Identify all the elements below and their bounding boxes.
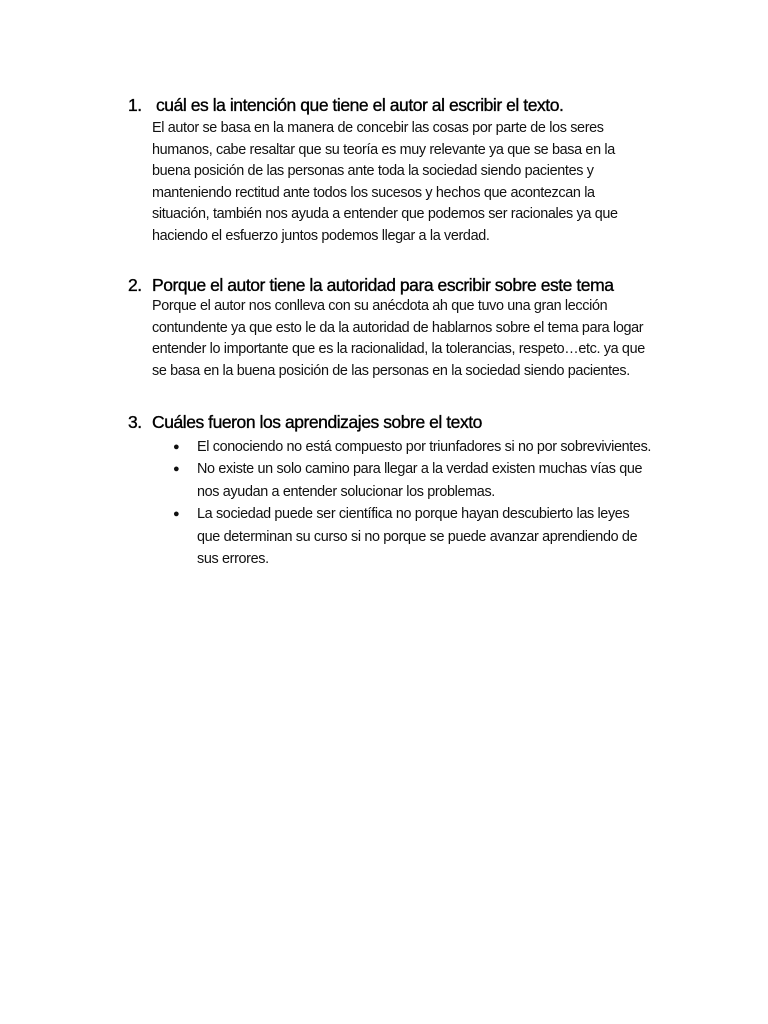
section-heading: [128, 411, 668, 433]
section-heading: [128, 94, 668, 116]
list-item-line: La sociedad puede ser científica no porque hayan descubierto las leyes: [197, 506, 630, 523]
paragraph-line: humanos, cabe resaltar que su teoría es muy relevante ya que se basa en la: [152, 141, 615, 158]
list-item: [128, 503, 668, 570]
list-item: [128, 436, 668, 458]
list-item-line: sus errores.: [197, 551, 269, 568]
section-title: Porque el autor tiene la autoridad para escribir sobre este tema: [152, 275, 614, 295]
section-intencion: [128, 94, 668, 248]
section-paragraph: [128, 296, 668, 382]
list-item-line: que determinan su curso si no porque se puede avanzar aprendiendo de: [197, 528, 638, 545]
section-autoridad: [128, 274, 668, 382]
bullet-icon: ●: [173, 463, 180, 476]
paragraph-line: Porque el autor nos conlleva con su anécdota ah que tuvo una gran lección: [152, 298, 608, 314]
paragraph-line: manteniendo rectitud ante todos los sucesos y hechos que acontezcan la: [152, 184, 595, 201]
paragraph-line: contundente ya que esto le da la autoridad de hablarnos sobre el tema para logar: [152, 319, 644, 336]
section-number: 1.: [128, 95, 142, 115]
section-number: 2.: [128, 275, 142, 295]
list-item-line: El conociendo no está compuesto por triunfadores si no por sobrevivientes.: [197, 439, 652, 455]
paragraph-line: haciendo el esfuerzo juntos podemos llegar a la verdad.: [152, 227, 490, 244]
learnings-list: [128, 436, 668, 570]
paragraph-line: entender lo importante que es la racionalidad, la tolerancias, respeto…etc. ya que: [152, 341, 645, 358]
bullet-icon: ●: [173, 508, 180, 521]
section-title: Cuáles fueron los aprendizajes sobre el texto: [152, 412, 482, 432]
paragraph-line: buena posición de las personas ante toda la sociedad siendo pacientes y: [152, 163, 594, 180]
section-paragraph: [128, 118, 668, 248]
paragraph-line: situación, también nos ayuda a entender que podemos ser racionales ya que: [152, 206, 618, 223]
section-title: cuál es la intención que tiene el autor al escribir el texto.: [156, 95, 564, 115]
section-aprendizajes: [128, 411, 668, 570]
paragraph-line: se basa en la buena posición de las personas en la sociedad siendo pacientes.: [152, 362, 630, 379]
paragraph-line: El autor se basa en la manera de concebir las cosas por parte de los seres: [152, 120, 604, 136]
list-item-line: No existe un solo camino para llegar a la verdad existen muchas vías que: [197, 461, 643, 478]
list-item: [128, 458, 668, 503]
section-number: 3.: [128, 412, 142, 432]
section-heading: [128, 274, 668, 296]
list-item-line: nos ayudan a entender solucionar los problemas.: [197, 483, 495, 500]
bullet-icon: ●: [173, 441, 180, 453]
